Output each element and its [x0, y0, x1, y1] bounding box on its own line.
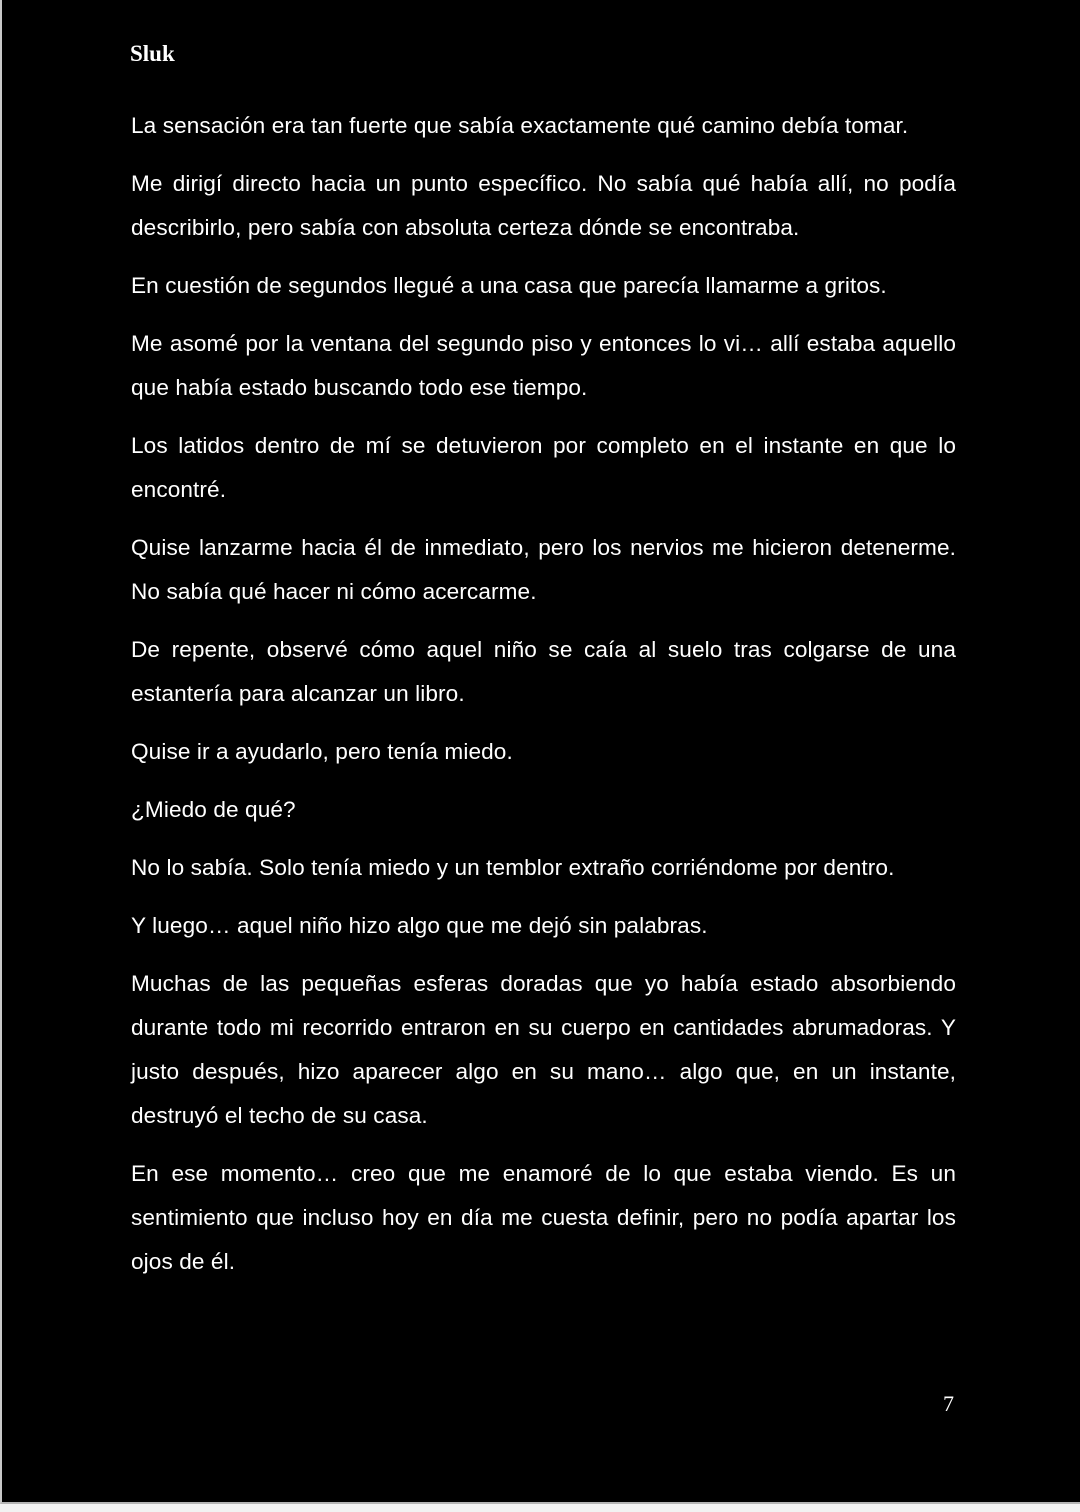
- paragraph: Y luego… aquel niño hizo algo que me dejó sin palabras.: [131, 913, 708, 938]
- paragraph: De repente, observé cómo aquel niño se caía al suelo tras colgarse de una estantería para alcanzar un libro.: [131, 637, 956, 706]
- paragraph: Muchas de las pequeñas esferas doradas que yo había estado absorbiendo durante todo mi recorrido entraron en su cuerpo en cantidades abrumadoras. Y justo después, hizo aparecer algo en su mano… algo que, en un instante, destruyó el techo de su casa.: [131, 971, 956, 1128]
- paragraph: Quise lanzarme hacia él de inmediato, pero los nervios me hicieron detenerme. No sabía qué hacer ni cómo acercarme.: [131, 535, 956, 604]
- paragraph: Los latidos dentro de mí se detuvieron por completo en el instante en que lo encontré.: [131, 433, 956, 502]
- paragraph: En cuestión de segundos llegué a una casa que parecía llamarme a gritos.: [131, 273, 887, 298]
- paragraph: Quise ir a ayudarlo, pero tenía miedo.: [131, 739, 513, 764]
- paragraph: En ese momento… creo que me enamoré de lo que estaba viendo. Es un sentimiento que incluso hoy en día me cuesta definir, pero no podía apartar los ojos de él.: [131, 1161, 956, 1274]
- paragraph: Me asomé por la ventana del segundo piso y entonces lo vi… allí estaba aquello que había estado buscando todo ese tiempo.: [131, 331, 956, 400]
- paragraph: Me dirigí directo hacia un punto específico. No sabía qué había allí, no podía describirlo, pero sabía con absoluta certeza dónde se encontraba.: [131, 171, 956, 240]
- running-header: Sluk: [130, 41, 175, 66]
- page-number: 7: [943, 1391, 954, 1416]
- paragraph: No lo sabía. Solo tenía miedo y un temblor extraño corriéndome por dentro.: [131, 855, 895, 880]
- paragraph: ¿Miedo de qué?: [131, 797, 296, 822]
- page-body: [131, 104, 956, 1298]
- paragraph: La sensación era tan fuerte que sabía exactamente qué camino debía tomar.: [131, 113, 909, 138]
